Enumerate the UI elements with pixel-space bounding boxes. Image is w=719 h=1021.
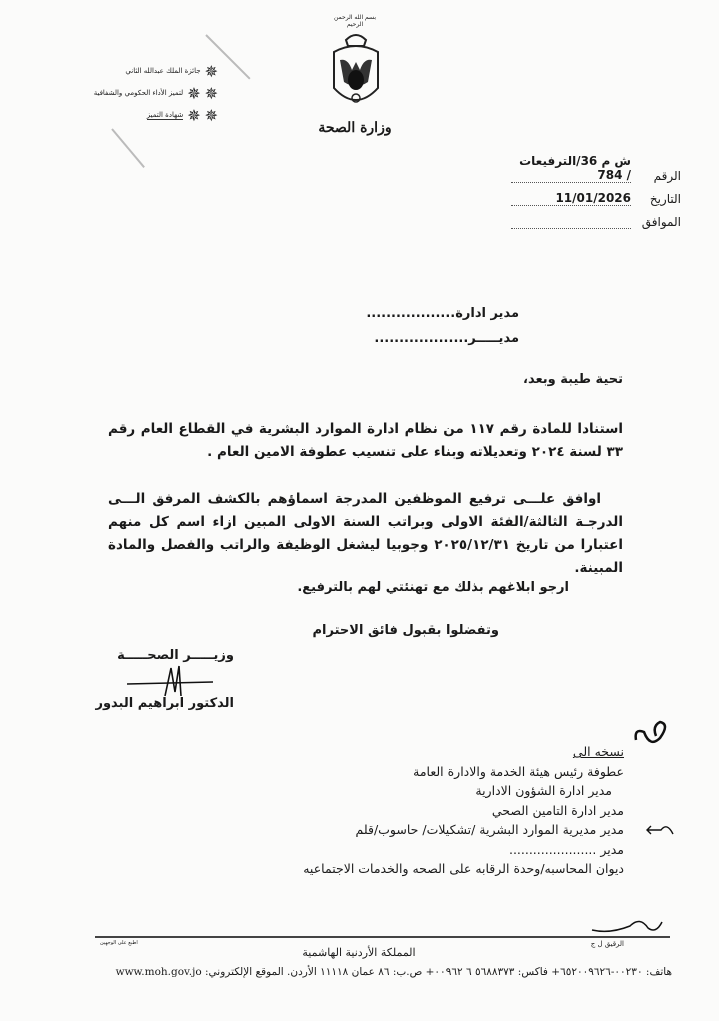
number-label: الرقم [653, 169, 681, 183]
hijri-date-label: الموافق [641, 215, 681, 229]
copy-recipient: مدير ...................... [508, 841, 624, 857]
copy-recipient: مدير ادارة الشؤون الادارية [475, 783, 612, 798]
award-label: لتميز الأداء الحكومي والشفافية [93, 89, 184, 97]
copy-recipient: عطوفة رئيس هيئة الخدمة والادارة العامة [413, 763, 624, 779]
scan-streak [111, 128, 145, 168]
copies-heading: نسخه الى [572, 744, 624, 759]
basmala: بسم الله الرحمن الرحيم [333, 14, 377, 28]
handwritten-initial-mark [630, 718, 672, 752]
footer-small-note: اطبع على الوجهين [100, 940, 138, 946]
body-paragraph-1: استنادا للمادة رقم ١١٧ من نظام ادارة الموارد البشرية في القطاع العام رقم ٣٣ لسنة ٢٠٢٤ وتعديلاته وبناء على تنسيب عطوفة الامين العام . [108, 421, 623, 460]
greeting: تحية طيبة وبعد، [523, 372, 623, 387]
date-value: 11/01/2026 [511, 191, 631, 206]
footer-initials: الرقيق ل ج [590, 940, 624, 948]
awards-block [93, 60, 218, 126]
request-line: ارجو ابلاغهم بذلك مع تهنئتي لهم بالترفيع. [297, 580, 569, 595]
copy-recipient: ديوان المحاسبه/وحدة الرقابه على الصحه والخدمات الاجتماعيه [303, 861, 624, 876]
star-icon: ✵ [187, 83, 201, 103]
closing-line: وتفضلوا بقبول فائق الاحترام [312, 623, 499, 638]
body-paragraph-2: اوافق علـــى ترفيع الموظفين المدرجة اسماؤهم بالكشف المرفق الـــى الدرجـة الثالثة/الفئة الاولى وبراتب السنة الاولى المبين ازاء اسم كل منهم اعتبارا من تاريخ ٢٠٢٥/١٢/٣١ وجوبيا ليشغل الوظيفة والراتب والفصل والمادة المبينة. [108, 491, 623, 576]
signatory-name: الدكتور ابراهيم البدور [95, 696, 234, 711]
star-icon: ✵ [187, 105, 201, 125]
copy-recipient: مدير مديرية الموارد البشرية /تشكيلات/ حاسوب/قلم [355, 822, 624, 837]
ministry-name: وزارة الصحة [318, 120, 392, 136]
hijri-date-value [511, 214, 631, 229]
recipient-line: مديـــــر................... [374, 331, 519, 346]
handwritten-arrow-mark [645, 822, 675, 836]
date-label: التاريخ [649, 192, 681, 206]
recipient-line: مدير ادارة.................. [366, 306, 519, 321]
footer-country: المملكة الأردنية الهاشمية [302, 946, 416, 959]
handwritten-signature [125, 662, 215, 698]
copies-block [204, 742, 624, 879]
star-icon: ✵ [204, 61, 218, 81]
handwritten-footer-signature [590, 912, 665, 936]
coat-of-arms-emblem [328, 30, 384, 112]
star-icon: ✵ [204, 83, 218, 103]
footer-contact: هاتف: ٠٠٢٣٠-٦٥٢٠٠٩٦٢٦+ فاكس: ٥٦٨٨٣٧٣ ٦ ٠٠٩٦٢+ ص.ب: ٨٦ عمان ١١١١٨ الأردن. الموقع الإلكتروني: www.moh.gov.jo [115, 966, 672, 978]
reference-block [491, 154, 681, 229]
signatory-title: وزيـــــر الصحـــــة [117, 648, 234, 663]
number-value: ش م 36/الترفيعات / 784 [511, 154, 631, 183]
award-label: جائزة الملك عبدالله الثاني [125, 67, 201, 75]
copy-recipient: مدير ادارة التامين الصحي [491, 802, 624, 818]
star-icon: ✵ [204, 105, 218, 125]
footer-divider [95, 936, 670, 938]
award-label: شهادة التميز [146, 110, 184, 119]
